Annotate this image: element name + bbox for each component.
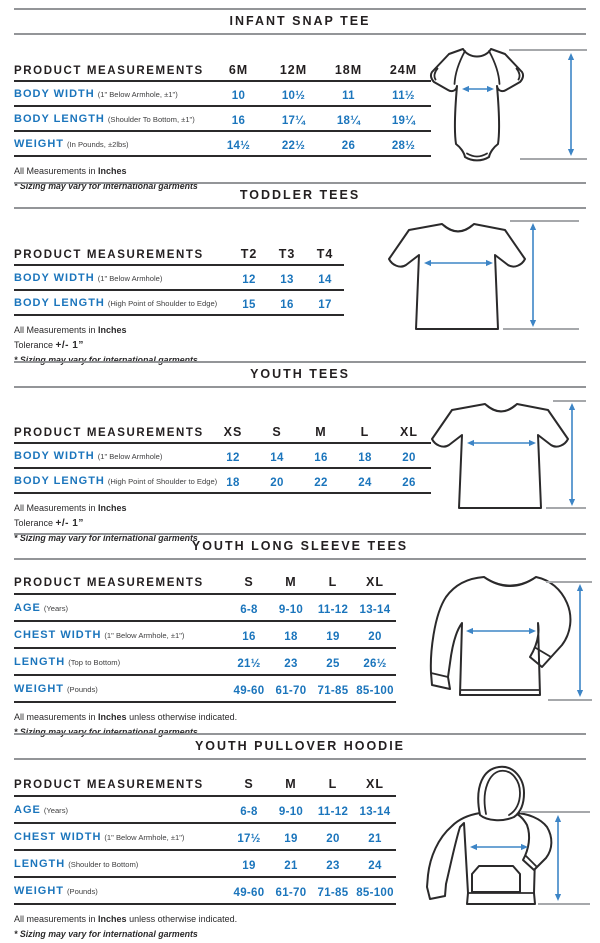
measurement-label: LENGTH (14, 656, 66, 668)
tee-outline (389, 224, 525, 329)
measurement-value: 17 (306, 290, 344, 315)
size-column-header: L (343, 423, 387, 443)
measurement-label: BODY LENGTH (14, 113, 105, 125)
measurement-row (14, 675, 396, 702)
section-title: TODDLER TEES (239, 188, 361, 202)
long-sleeve-tee-illustration (424, 569, 596, 711)
size-column-header: 24M (376, 61, 431, 81)
measurement-value: 12 (230, 265, 268, 290)
measurement-row (14, 443, 431, 468)
measurement-value: 11-12 (312, 796, 354, 823)
size-column-header: L (312, 774, 354, 796)
section-title-band (14, 8, 586, 35)
measurement-value: 6-8 (228, 594, 270, 621)
measurement-note: (1" Below Armhole, ±1") (97, 90, 178, 99)
sizing-note: * Sizing may vary for international garments (14, 929, 198, 939)
measurement-value: 85-100 (354, 675, 396, 702)
measurement-label: BODY WIDTH (14, 450, 95, 462)
measurement-value: 16 (211, 106, 266, 131)
tolerance-note: Tolerance +/- 1” (14, 340, 84, 351)
table-header-row (14, 774, 396, 796)
size-column-header: M (299, 423, 343, 443)
table-header-label: PRODUCT MEASUREMENTS (14, 423, 211, 443)
measurements-unit-note: All Measurements in Inches (14, 166, 127, 176)
table-header-label: PRODUCT MEASUREMENTS (14, 572, 228, 594)
footnotes (14, 913, 586, 941)
tolerance-note: Tolerance +/- 1” (14, 518, 84, 529)
measurement-value: 18 (270, 621, 312, 648)
measurement-value: 19 (312, 621, 354, 648)
measurement-value: 21 (270, 850, 312, 877)
section-title: INFANT SNAP TEE (229, 14, 371, 28)
measurements-table (14, 423, 431, 494)
measurement-label-cell (14, 468, 218, 493)
size-column-header: 12M (266, 61, 321, 81)
measurement-value: 16 (268, 290, 306, 315)
measurements-unit-note: All Measurements in Inches (14, 503, 127, 513)
table-header-row (14, 423, 431, 443)
measurement-value: 25 (312, 648, 354, 675)
measurement-row (14, 594, 396, 621)
measurement-value: 19¼ (376, 106, 431, 131)
measurement-value: 26 (321, 131, 376, 156)
measurement-label-cell (14, 106, 211, 131)
measurement-value: 23 (312, 850, 354, 877)
measurement-value: 10 (211, 81, 266, 106)
measurement-value: 18¼ (321, 106, 376, 131)
measurement-value: 22 (299, 468, 343, 493)
measurement-label-cell (14, 877, 228, 904)
kangaroo-pocket (472, 866, 520, 892)
measurement-value: 21½ (228, 648, 270, 675)
measurements-table (14, 572, 396, 703)
measurement-note: (Years) (43, 806, 69, 815)
measurement-label: WEIGHT (14, 885, 64, 897)
table-header-label: PRODUCT MEASUREMENTS (14, 61, 211, 81)
measurement-label: LENGTH (14, 858, 66, 870)
measurement-label-cell (14, 290, 230, 315)
measurement-value: 18 (343, 443, 387, 468)
bodysuit-outline (431, 49, 523, 160)
measurement-value: 11 (321, 81, 376, 106)
measurement-note: (Pounds) (67, 685, 98, 694)
measurement-row (14, 265, 344, 290)
measurement-value: 20 (312, 823, 354, 850)
measurement-row (14, 131, 431, 156)
measurement-row (14, 850, 396, 877)
size-column-header: S (228, 572, 270, 594)
section-title: YOUTH PULLOVER HOODIE (194, 739, 406, 753)
size-column-header: XL (387, 423, 431, 443)
section-youth-long-sleeve-tees (14, 533, 586, 741)
table-header-row (14, 572, 396, 594)
measurements-unit-note: All Measurements in Inches (14, 325, 127, 335)
measurement-value: 20 (354, 621, 396, 648)
measurement-value: 21 (354, 823, 396, 850)
measurement-value: 10½ (266, 81, 321, 106)
measurement-value: 20 (255, 468, 299, 493)
tee-outline (432, 404, 568, 508)
table-header-row (14, 245, 344, 265)
measurement-row (14, 290, 344, 315)
measurement-value: 16 (228, 621, 270, 648)
measurement-row (14, 877, 396, 904)
size-column-header: T3 (268, 245, 306, 265)
measurement-value: 61-70 (270, 675, 312, 702)
measurement-label: AGE (14, 602, 41, 614)
measurements-table (14, 245, 344, 316)
measurement-value: 49-60 (228, 675, 270, 702)
measurement-label: AGE (14, 804, 41, 816)
sizing-note: * Sizing may vary for international garments (14, 533, 198, 543)
measurement-note: (Top to Bottom) (68, 658, 121, 667)
section-title-band (14, 361, 586, 388)
measurement-label: CHEST WIDTH (14, 831, 102, 843)
measurement-note: (In Pounds, ±2lbs) (67, 140, 129, 149)
measurement-label: BODY WIDTH (14, 88, 95, 100)
measurement-label-cell (14, 131, 211, 156)
measurement-label: BODY LENGTH (14, 475, 105, 487)
measurement-value: 23 (270, 648, 312, 675)
pullover-hoodie-illustration (424, 763, 596, 911)
size-column-header: XS (211, 423, 255, 443)
measurement-label-cell (14, 443, 211, 468)
measurement-value: 13-14 (354, 594, 396, 621)
table-header-row (14, 61, 431, 81)
size-column-header: XL (354, 774, 396, 796)
sizing-note: * Sizing may vary for international garments (14, 355, 198, 365)
measurement-label-cell (14, 823, 228, 850)
measurement-row (14, 621, 396, 648)
measurement-value: 14½ (211, 131, 266, 156)
section-toddler-tees (14, 182, 586, 369)
measurement-value: 17¼ (266, 106, 321, 131)
measurement-value: 18 (211, 468, 255, 493)
measurement-value: 26½ (354, 648, 396, 675)
section-title-band (14, 533, 586, 560)
measurement-value: 28½ (376, 131, 431, 156)
measurement-label-cell (14, 621, 228, 648)
table-header-label: PRODUCT MEASUREMENTS (14, 245, 230, 265)
measurement-note: (Shoulder to Bottom) (68, 860, 139, 869)
measurement-value: 14 (306, 265, 344, 290)
section-youth-pullover-hoodie (14, 733, 586, 943)
measurement-label: WEIGHT (14, 683, 64, 695)
measurement-value: 16 (299, 443, 343, 468)
measurement-value: 71-85 (312, 877, 354, 904)
measurement-note: (Pounds) (67, 887, 98, 896)
measurement-value: 9-10 (270, 594, 312, 621)
measurement-row (14, 81, 431, 106)
table-header-label: PRODUCT MEASUREMENTS (14, 774, 228, 796)
measurement-value: 49-60 (228, 877, 270, 904)
size-column-header: M (270, 572, 312, 594)
measurement-row (14, 106, 431, 131)
size-column-header: XL (354, 572, 396, 594)
size-column-header: S (228, 774, 270, 796)
measurement-value: 12 (211, 443, 255, 468)
section-title-band (14, 733, 586, 760)
size-column-header: S (255, 423, 299, 443)
measurement-value: 13 (268, 265, 306, 290)
section-title: YOUTH LONG SLEEVE TEES (191, 539, 409, 553)
toddler-tee-illustration (385, 212, 585, 340)
sizing-note: * Sizing may vary for international garments (14, 181, 198, 191)
size-column-header: M (270, 774, 312, 796)
size-column-header: T2 (230, 245, 268, 265)
measurement-row (14, 796, 396, 823)
measurement-value: 61-70 (270, 877, 312, 904)
measurement-value: 11-12 (312, 594, 354, 621)
measurement-value: 15 (230, 290, 268, 315)
measurement-note: (1" Below Armhole, ±1") (104, 631, 185, 640)
measurement-value: 9-10 (270, 796, 312, 823)
measurement-value: 20 (387, 443, 431, 468)
measurement-label-cell (14, 648, 228, 675)
measurement-label: WEIGHT (14, 138, 64, 150)
measurement-value: 24 (354, 850, 396, 877)
size-column-header: T4 (306, 245, 344, 265)
measurement-value: 17½ (228, 823, 270, 850)
size-column-header: L (312, 572, 354, 594)
measurement-note: (Years) (43, 604, 69, 613)
measurements-table (14, 774, 396, 905)
measurement-value: 19 (270, 823, 312, 850)
measurement-row (14, 468, 431, 493)
measurement-label-cell (14, 265, 230, 290)
measurement-note: (1" Below Armhole) (97, 274, 163, 283)
measurement-value: 13-14 (354, 796, 396, 823)
measurement-label-cell (14, 594, 228, 621)
measurement-value: 71-85 (312, 675, 354, 702)
measurement-label: BODY WIDTH (14, 272, 95, 284)
measurement-value: 14 (255, 443, 299, 468)
measurements-table (14, 61, 431, 157)
measurement-note: (High Point of Shoulder to Edge) (107, 477, 218, 486)
measurement-row (14, 823, 396, 850)
measurements-unit-note: All measurements in Inches unless otherwise indicated. (14, 712, 238, 722)
measurement-label-cell (14, 850, 228, 877)
measurement-value: 85-100 (354, 877, 396, 904)
measurement-row (14, 648, 396, 675)
measurement-label: CHEST WIDTH (14, 629, 102, 641)
measurement-value: 22½ (266, 131, 321, 156)
measurement-value: 19 (228, 850, 270, 877)
measurement-label-cell (14, 796, 228, 823)
measurement-value: 11½ (376, 81, 431, 106)
long-sleeve-outline (431, 577, 571, 695)
sizing-note: * Sizing may vary for international garments (14, 727, 198, 737)
measurement-note: (1" Below Armhole, ±1") (104, 833, 185, 842)
size-column-header: 18M (321, 61, 376, 81)
measurement-label-cell (14, 675, 228, 702)
section-title: YOUTH TEES (250, 367, 350, 381)
size-column-header: 6M (211, 61, 266, 81)
measurement-value: 6-8 (228, 796, 270, 823)
measurement-value: 24 (343, 468, 387, 493)
section-youth-tees (14, 361, 586, 547)
measurement-note: (Shoulder To Bottom, ±1") (107, 115, 195, 124)
measurement-note: (1" Below Armhole) (97, 452, 163, 461)
measurement-label-cell (14, 81, 211, 106)
measurement-value: 26 (387, 468, 431, 493)
measurements-unit-note: All measurements in Inches unless otherwise indicated. (14, 914, 238, 924)
measurement-label: BODY LENGTH (14, 297, 105, 309)
youth-tee-illustration (428, 392, 590, 518)
section-infant-snap-tee (14, 8, 586, 195)
measurement-note: (High Point of Shoulder to Edge) (107, 299, 218, 308)
infant-bodysuit-illustration (425, 41, 590, 168)
section-title-band (14, 182, 586, 209)
